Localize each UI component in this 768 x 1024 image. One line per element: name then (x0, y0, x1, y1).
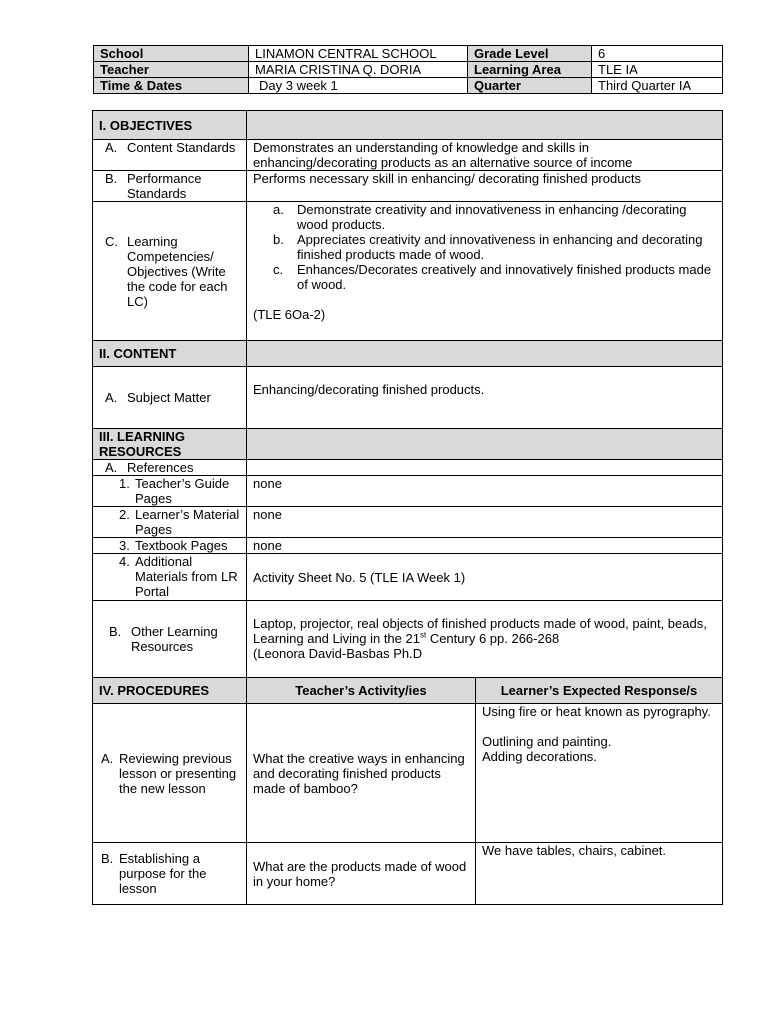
learner-response-header: Learner’s Expected Response/s (476, 678, 723, 704)
procedures-heading: IV. PROCEDURES (93, 678, 247, 704)
content-heading: II. CONTENT (93, 341, 247, 367)
time-value: Day 3 week 1 (249, 78, 468, 94)
competency-item: c. Enhances/Decorates creatively and innovatively finished products made of wood. (273, 262, 712, 292)
area-value: TLE IA (592, 62, 723, 78)
procedure-label: A. Reviewing previous lesson or presenting the new lesson (93, 704, 247, 843)
objectives-heading: I. OBJECTIVES (93, 111, 247, 140)
competency-item: b. Appreciates creativity and innovativeness in enhancing and decorating finished products made of wood. (273, 232, 703, 262)
learner-response: We have tables, chairs, cabinet. (476, 843, 723, 905)
objectives-heading-fill (247, 111, 723, 140)
content-standards-label: A. Content Standards (93, 140, 247, 171)
performance-standards-label: B. Performance Standards (93, 171, 247, 202)
school-label: School (94, 46, 249, 62)
subject-matter-label: A. Subject Matter (93, 367, 247, 429)
grade-label: Grade Level (468, 46, 592, 62)
teacher-activity: What are the products made of wood in your home? (247, 843, 476, 905)
quarter-label: Quarter (468, 78, 592, 94)
resource-item-value: none (247, 538, 723, 554)
resource-item-value: none (247, 507, 723, 538)
competencies-list (247, 202, 723, 341)
competency-code: (TLE 6Oa-2) (253, 307, 326, 322)
school-value: LINAMON CENTRAL SCHOOL (249, 46, 468, 62)
content-heading-fill (247, 341, 723, 367)
content-standards-text: Demonstrates an understanding of knowledge and skills in enhancing/decorating products as an alternative source of income (247, 140, 723, 171)
references-value (247, 460, 723, 476)
references-label: A. References (93, 460, 247, 476)
time-label: Time & Dates (94, 78, 249, 94)
resource-item-label: 4. Additional Materials from LR Portal (93, 554, 247, 601)
teacher-label: Teacher (94, 62, 249, 78)
subject-matter-text: Enhancing/decorating finished products. (247, 367, 723, 429)
resource-item-label: 3. Textbook Pages (93, 538, 247, 554)
competency-item: a. Demonstrate creativity and innovativeness in enhancing /decorating wood products. (273, 202, 687, 232)
grade-value: 6 (592, 46, 723, 62)
competencies-label: C. Learning Competencies/ Objectives (Write the code for each LC) (93, 202, 247, 341)
resource-item-label: 2. Learner’s Material Pages (93, 507, 247, 538)
resources-heading: III. LEARNING RESOURCES (93, 429, 247, 460)
quarter-value: Third Quarter IA (592, 78, 723, 94)
other-resources-label: B. Other Learning Resources (93, 601, 247, 678)
teacher-activity: What the creative ways in enhancing and decorating finished products made of bamboo? (247, 704, 476, 843)
lesson-plan-table (92, 110, 723, 905)
teacher-value: MARIA CRISTINA Q. DORIA (249, 62, 468, 78)
resource-item-label: 1. Teacher’s Guide Pages (93, 476, 247, 507)
learner-response: Using fire or heat known as pyrography. Outlining and painting. Adding decorations. (476, 704, 723, 843)
resource-item-value: none (247, 476, 723, 507)
teacher-activity-header: Teacher’s Activity/ies (247, 678, 476, 704)
other-resources-text: Laptop, projector, real objects of finished products made of wood, paint, beads, Learning and Living in the 21st Century 6 pp. 266-268 (Leonora David-Basbas Ph.D (247, 601, 723, 678)
resources-heading-fill (247, 429, 723, 460)
header-table (93, 45, 723, 94)
performance-standards-text: Performs necessary skill in enhancing/ decorating finished products (247, 171, 723, 202)
procedure-label: B. Establishing a purpose for the lesson (93, 843, 247, 905)
resource-item-value: Activity Sheet No. 5 (TLE IA Week 1) (247, 554, 723, 601)
area-label: Learning Area (468, 62, 592, 78)
